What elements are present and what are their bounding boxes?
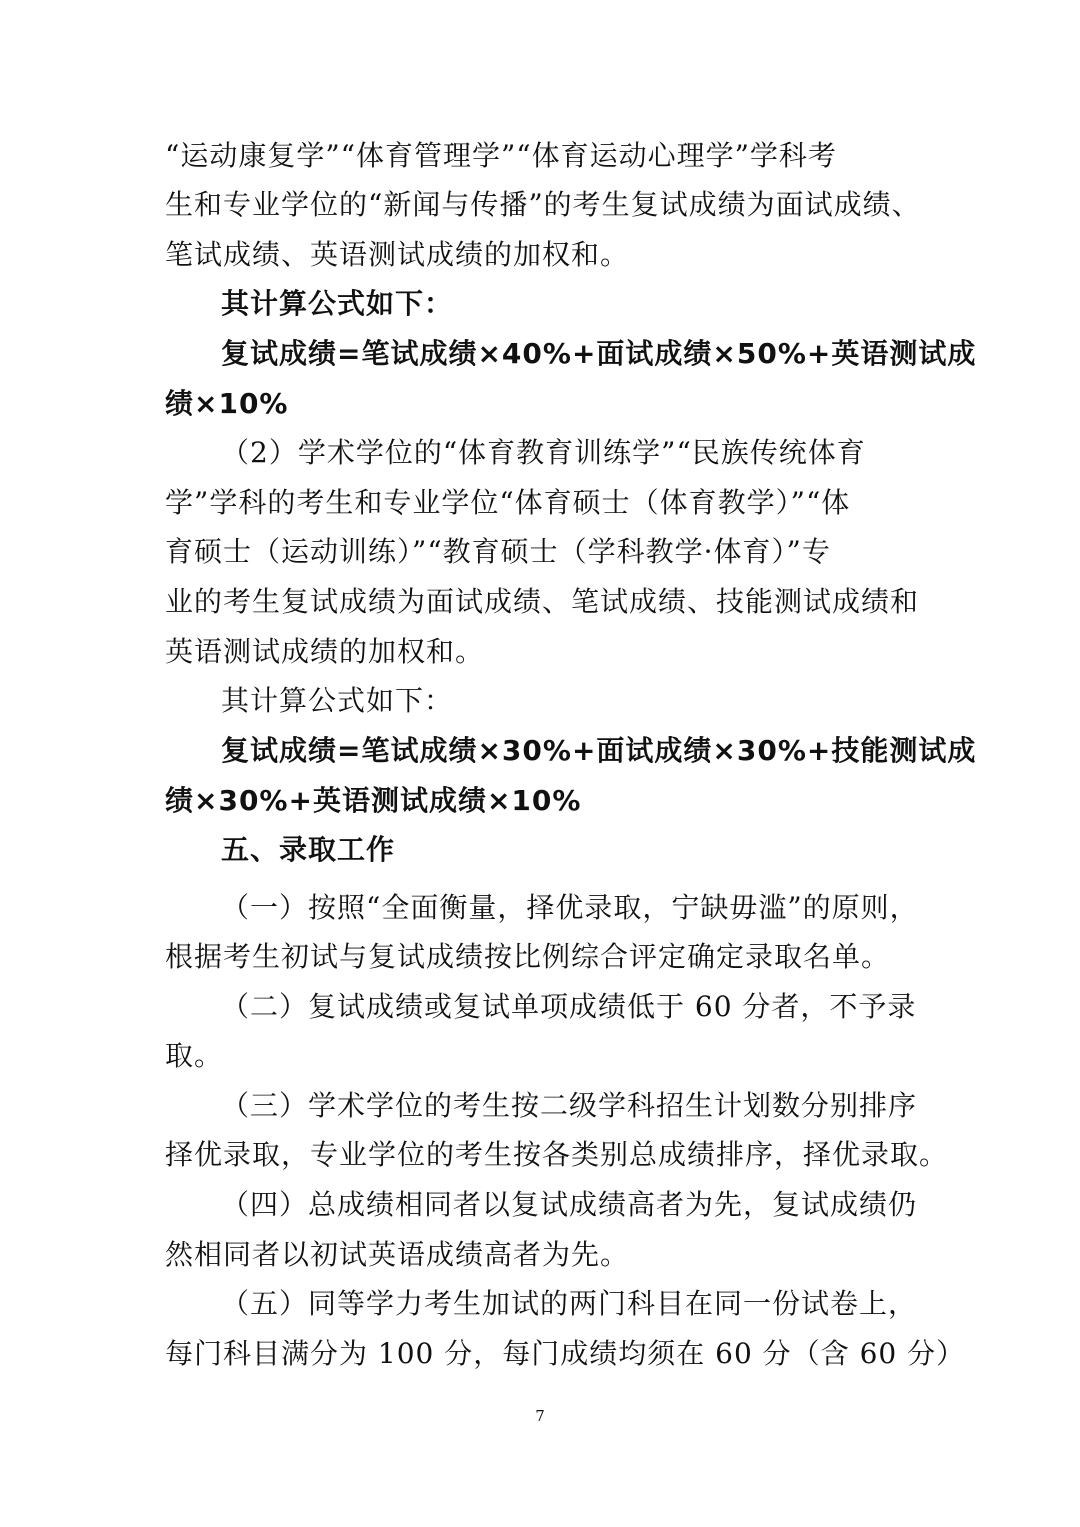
text-line: （三）学术学位的考生按二级学科招生计划数分别排序 xyxy=(221,1089,918,1122)
text-line: 取。 xyxy=(165,1039,224,1072)
text-line: （一）按照“全面衡量，择优录取，宁缺毋滥”的原则， xyxy=(221,891,919,924)
text-line: 笔试成绩、英语测试成绩的加权和。 xyxy=(165,238,630,271)
text-line: （五）同等学力考生加试的两门科目在同一份试卷上， xyxy=(221,1287,918,1320)
text-line: 英语测试成绩的加权和。 xyxy=(165,635,485,668)
text-line: 根据考生初试与复试成绩按比例综合评定确定录取名单。 xyxy=(165,940,891,973)
text-line: 学”学科的考生和专业学位“体育硕士（体育教学）”“体 xyxy=(165,486,851,519)
text-line: 然相同者以初试英语成绩高者为先。 xyxy=(165,1238,630,1271)
text-line: 择优录取，专业学位的考生按各类别总成绩排序，择优录取。 xyxy=(165,1138,949,1171)
text-line: 每门科目满分为 100 分，每门成绩均须在 60 分（含 60 分） xyxy=(165,1337,966,1370)
text-line: （二）复试成绩或复试单项成绩低于 60 分者，不予录 xyxy=(221,990,917,1023)
text-line: “运动康复学”“体育管理学”“体育运动心理学”学科考 xyxy=(165,139,837,172)
formula-line: 绩×30%+英语测试成绩×10% xyxy=(165,784,582,817)
text-line: 育硕士（运动训练）”“教育硕士（学科教学·体育）”专 xyxy=(165,535,831,568)
formula-heading: 其计算公式如下： xyxy=(221,287,454,320)
text-line: （2）学术学位的“体育教育训练学”“民族传统体育 xyxy=(221,436,866,469)
section-heading: 五、录取工作 xyxy=(221,833,396,866)
text-line: 生和专业学位的“新闻与传播”的考生复试成绩为面试成绩、 xyxy=(165,188,921,221)
formula-line: 复试成绩=笔试成绩×30%+面试成绩×30%+技能测试成 xyxy=(221,734,977,767)
formula-line: 绩×10% xyxy=(165,387,289,420)
text-line: （四）总成绩相同者以复试成绩高者为先，复试成绩仍 xyxy=(221,1188,918,1221)
page-number: 7 xyxy=(535,1407,545,1425)
formula-heading: 其计算公式如下： xyxy=(221,684,454,717)
formula-line: 复试成绩=笔试成绩×40%+面试成绩×50%+英语测试成 xyxy=(221,337,977,370)
text-line: 业的考生复试成绩为面试成绩、笔试成绩、技能测试成绩和 xyxy=(165,585,920,618)
